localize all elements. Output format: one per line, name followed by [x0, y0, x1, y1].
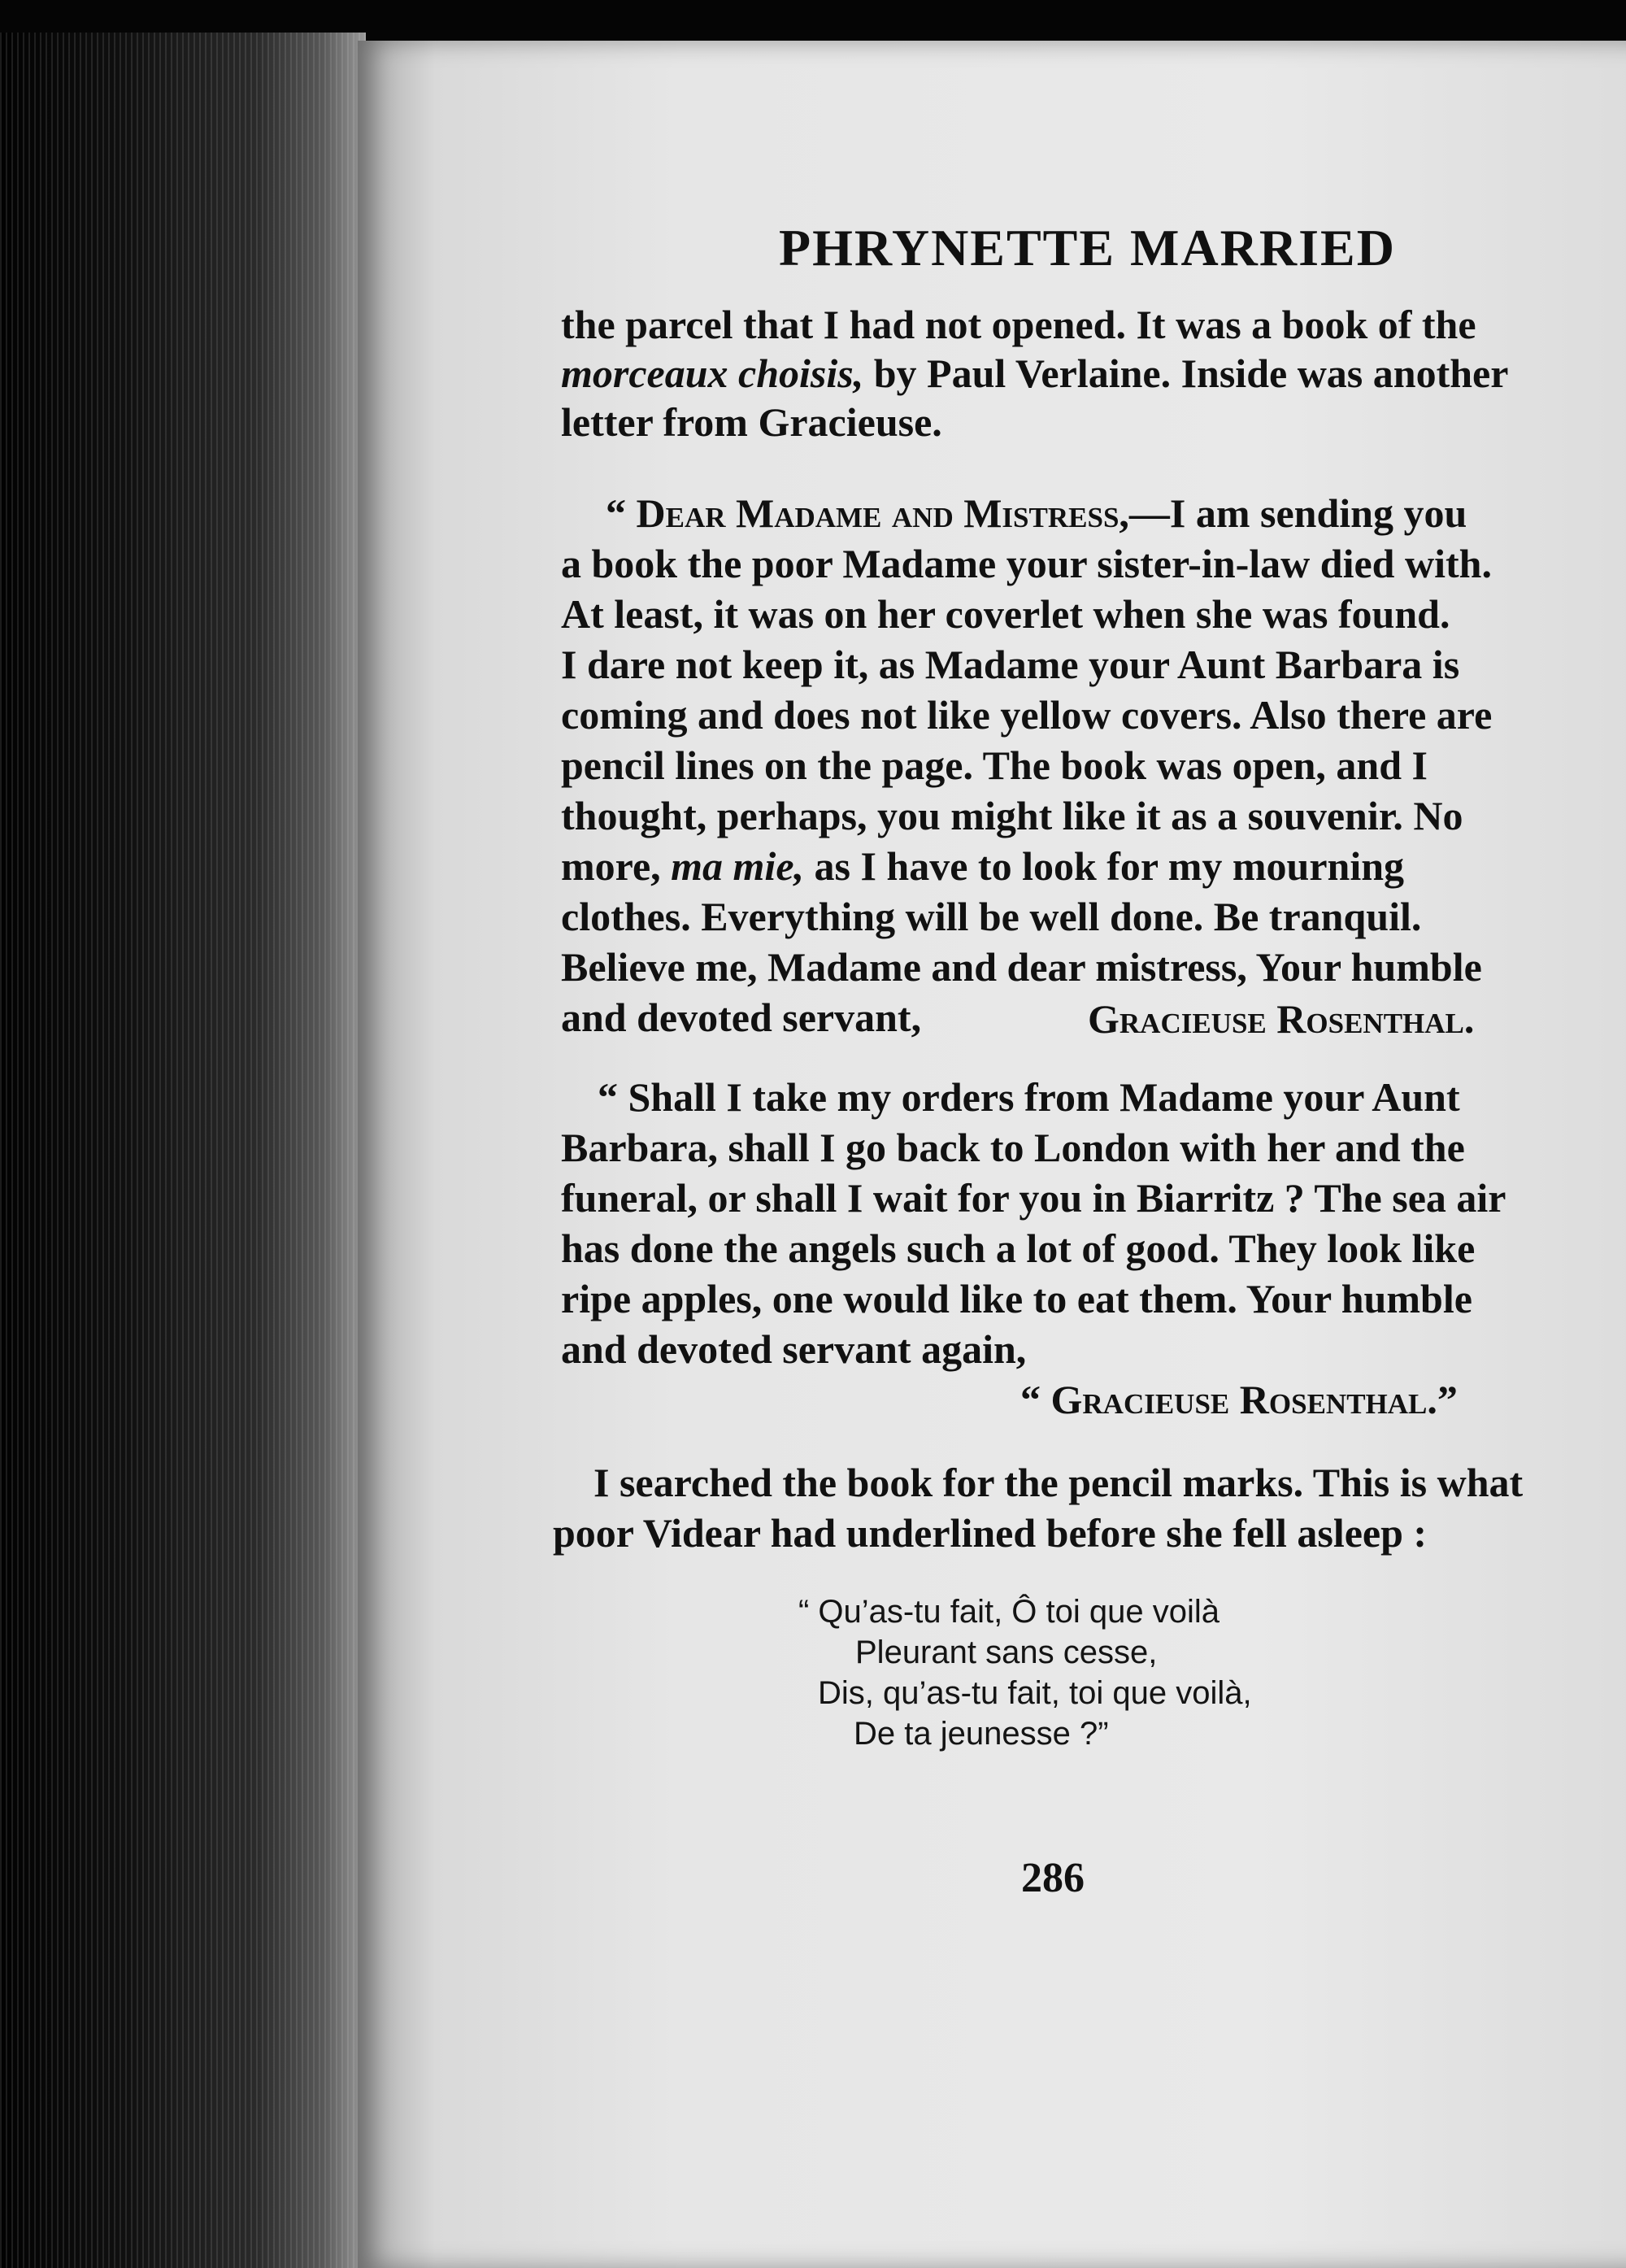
- line-text: by Paul Verlaine. Inside was another: [863, 350, 1509, 396]
- italic-phrase: ma mie,: [671, 843, 805, 889]
- letter-line-4: I dare not keep it, as Madame your Aunt Barbara is: [561, 642, 1460, 687]
- letter-line-5: coming and does not like yellow covers. Also there are: [561, 692, 1493, 738]
- italic-phrase: morceaux choisis,: [561, 350, 864, 396]
- verse-line-1: “ Qu’as-tu fait, Ô toi que voilà: [798, 1594, 1220, 1630]
- paragraph-1-line-2: [561, 348, 1508, 398]
- letter-line-8: [561, 841, 1404, 891]
- verse-line-3: Dis, qu’as-tu fait, toi que voilà,: [818, 1675, 1252, 1711]
- letter-line-9: clothes. Everything will be well done. Be tranquil.: [561, 894, 1422, 939]
- quote-mark: “: [606, 490, 637, 536]
- paragraph-1-line-1: the parcel that I had not opened. It was a book of the: [561, 302, 1476, 347]
- letter-line-2: a book the poor Madame your sister-in-law died with.: [561, 541, 1492, 586]
- line-text: as I have to look for my mourning: [804, 843, 1405, 889]
- postscript-line-5: ripe apples, one would like to eat them. Your humble: [561, 1276, 1472, 1321]
- letter-line-11: and devoted servant,: [561, 995, 922, 1040]
- letter-line-10: Believe me, Madame and dear mistress, Your humble: [561, 944, 1482, 990]
- paragraph-2-line-1: I searched the book for the pencil marks. This is what: [593, 1460, 1524, 1505]
- postscript-line-4: has done the angels such a lot of good. They look like: [561, 1225, 1476, 1271]
- letter-line-1: [606, 488, 1467, 538]
- book-page-edges: [0, 33, 366, 2268]
- postscript-line-3: funeral, or shall I wait for you in Biarritz ? The sea air: [561, 1175, 1506, 1221]
- postscript-line-2: Barbara, shall I go back to London with her and the: [561, 1125, 1465, 1170]
- letter-line-3: At least, it was on her coverlet when she was found.: [561, 591, 1450, 637]
- running-head: PHRYNETTE MARRIED: [779, 219, 1396, 276]
- page-number: 286: [1021, 1855, 1085, 1901]
- line-text: —I am sending you: [1128, 490, 1467, 536]
- postscript-line-6: and devoted servant again,: [561, 1326, 1027, 1372]
- line-text: more,: [561, 843, 672, 889]
- paragraph-1-line-3: letter from Gracieuse.: [561, 399, 942, 445]
- verse-line-4: De ta jeunesse ?”: [854, 1716, 1109, 1752]
- postscript-signature: “ Gracieuse Rosenthal.”: [1020, 1377, 1458, 1422]
- paragraph-2-line-2: poor Videar had underlined before she fell asleep :: [553, 1510, 1428, 1556]
- letter-signature: Gracieuse Rosenthal.: [1088, 996, 1475, 1042]
- letter-line-6: pencil lines on the page. The book was open, and I: [561, 742, 1428, 788]
- verse-line-2: Pleurant sans cesse,: [855, 1635, 1158, 1670]
- postscript-line-1: “ Shall I take my orders from Madame your Aunt: [598, 1074, 1460, 1120]
- salutation: Dear Madame and Mistress,: [636, 490, 1129, 536]
- letter-line-7: thought, perhaps, you might like it as a souvenir. No: [561, 793, 1463, 838]
